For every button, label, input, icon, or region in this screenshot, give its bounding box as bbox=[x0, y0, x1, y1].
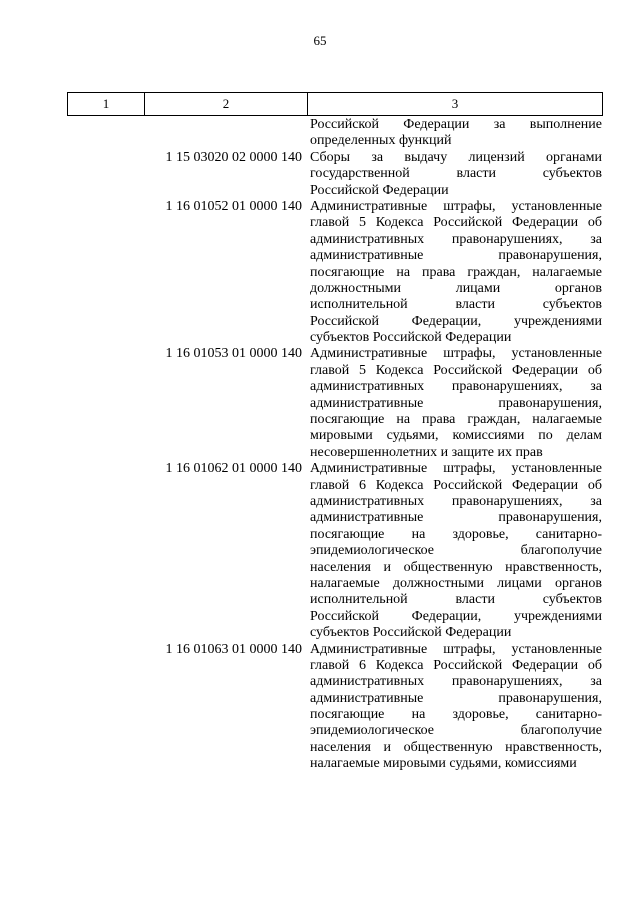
table-row bbox=[67, 199, 602, 347]
description-line: главой 5 Кодекса Российской Федерации об bbox=[310, 362, 602, 378]
description-line: эпидемиологическое благополучие bbox=[310, 723, 602, 739]
description-line: посягающие на права граждан, налагаемые bbox=[310, 412, 602, 428]
description-line: Административные штрафы, установленные bbox=[310, 346, 602, 362]
revenue-description bbox=[310, 199, 602, 347]
description-line: налагаемые мировыми судьями, комиссиями bbox=[310, 756, 577, 772]
column-header-1: 1 bbox=[68, 93, 145, 116]
description-line: Российской Федерации, учреждениями bbox=[310, 313, 602, 329]
description-line: государственной власти субъектов bbox=[310, 166, 602, 182]
table-row bbox=[67, 117, 602, 150]
description-line: главой 5 Кодекса Российской Федерации об bbox=[310, 215, 602, 231]
description-line: субъектов Российской Федерации bbox=[310, 625, 512, 641]
table-row bbox=[67, 642, 602, 773]
page-number: 65 bbox=[313, 33, 327, 48]
description-line: Российской Федерации bbox=[310, 182, 449, 198]
column-header-2: 2 bbox=[145, 93, 308, 116]
description-line: административные правонарушения, bbox=[310, 690, 602, 706]
description-line: Административные штрафы, установленные bbox=[310, 461, 602, 477]
description-line: административных правонарушениях, за bbox=[310, 379, 602, 395]
description-line: посягающие на здоровье, санитарно- bbox=[310, 707, 602, 723]
table-row bbox=[67, 346, 602, 461]
description-line: эпидемиологическое благополучие bbox=[310, 543, 602, 559]
description-line: Административные штрафы, установленные bbox=[310, 198, 602, 214]
column-header-3: 3 bbox=[308, 93, 603, 116]
description-line: населения и общественную нравственность, bbox=[310, 559, 602, 575]
description-line: Российской Федерации за выполнение bbox=[310, 117, 602, 132]
description-line: административные правонарушения, bbox=[310, 510, 602, 526]
description-line: Административные штрафы, установленные bbox=[310, 641, 602, 657]
description-line: несовершеннолетних и защите их прав bbox=[310, 444, 543, 460]
description-line: должностными лицами органов bbox=[310, 280, 602, 296]
table-body bbox=[67, 117, 602, 773]
revenue-description bbox=[310, 346, 602, 461]
description-line: посягающие на права граждан, налагаемые bbox=[310, 264, 602, 280]
column-header-row bbox=[67, 92, 603, 116]
table-row bbox=[67, 461, 602, 641]
description-line: административные правонарушения, bbox=[310, 395, 602, 411]
description-line: исполнительной власти субъектов bbox=[310, 592, 602, 608]
description-line: главой 6 Кодекса Российской Федерации об bbox=[310, 657, 602, 673]
classification-code: 1 16 01053 01 0000 140 bbox=[165, 346, 302, 362]
description-line: Российской Федерации, учреждениями bbox=[310, 608, 602, 624]
description-line: мировыми судьями, комиссиями по делам bbox=[310, 428, 602, 444]
description-line: налагаемые должностными лицами органов bbox=[310, 575, 602, 591]
classification-code: 1 15 03020 02 0000 140 bbox=[165, 149, 302, 165]
description-line: посягающие на здоровье, санитарно- bbox=[310, 526, 602, 542]
revenue-description bbox=[310, 150, 602, 199]
classification-code: 1 16 01052 01 0000 140 bbox=[165, 198, 302, 214]
description-line: административных правонарушениях, за bbox=[310, 493, 602, 509]
description-line: административных правонарушениях, за bbox=[310, 674, 602, 690]
description-line: населения и общественную нравственность, bbox=[310, 739, 602, 755]
classification-code: 1 16 01062 01 0000 140 bbox=[165, 461, 302, 477]
description-line: административные правонарушения, bbox=[310, 248, 602, 264]
description-line: субъектов Российской Федерации bbox=[310, 330, 512, 346]
classification-code: 1 16 01063 01 0000 140 bbox=[165, 641, 302, 657]
revenue-description bbox=[310, 642, 602, 773]
description-line: Сборы за выдачу лицензий органами bbox=[310, 149, 602, 165]
table-row bbox=[67, 150, 602, 199]
description-line: главой 6 Кодекса Российской Федерации об bbox=[310, 477, 602, 493]
description-line: исполнительной власти субъектов bbox=[310, 297, 602, 313]
revenue-description bbox=[310, 461, 602, 641]
revenue-description bbox=[310, 117, 602, 150]
description-line: определенных функций bbox=[310, 133, 452, 149]
description-line: административных правонарушениях, за bbox=[310, 231, 602, 247]
